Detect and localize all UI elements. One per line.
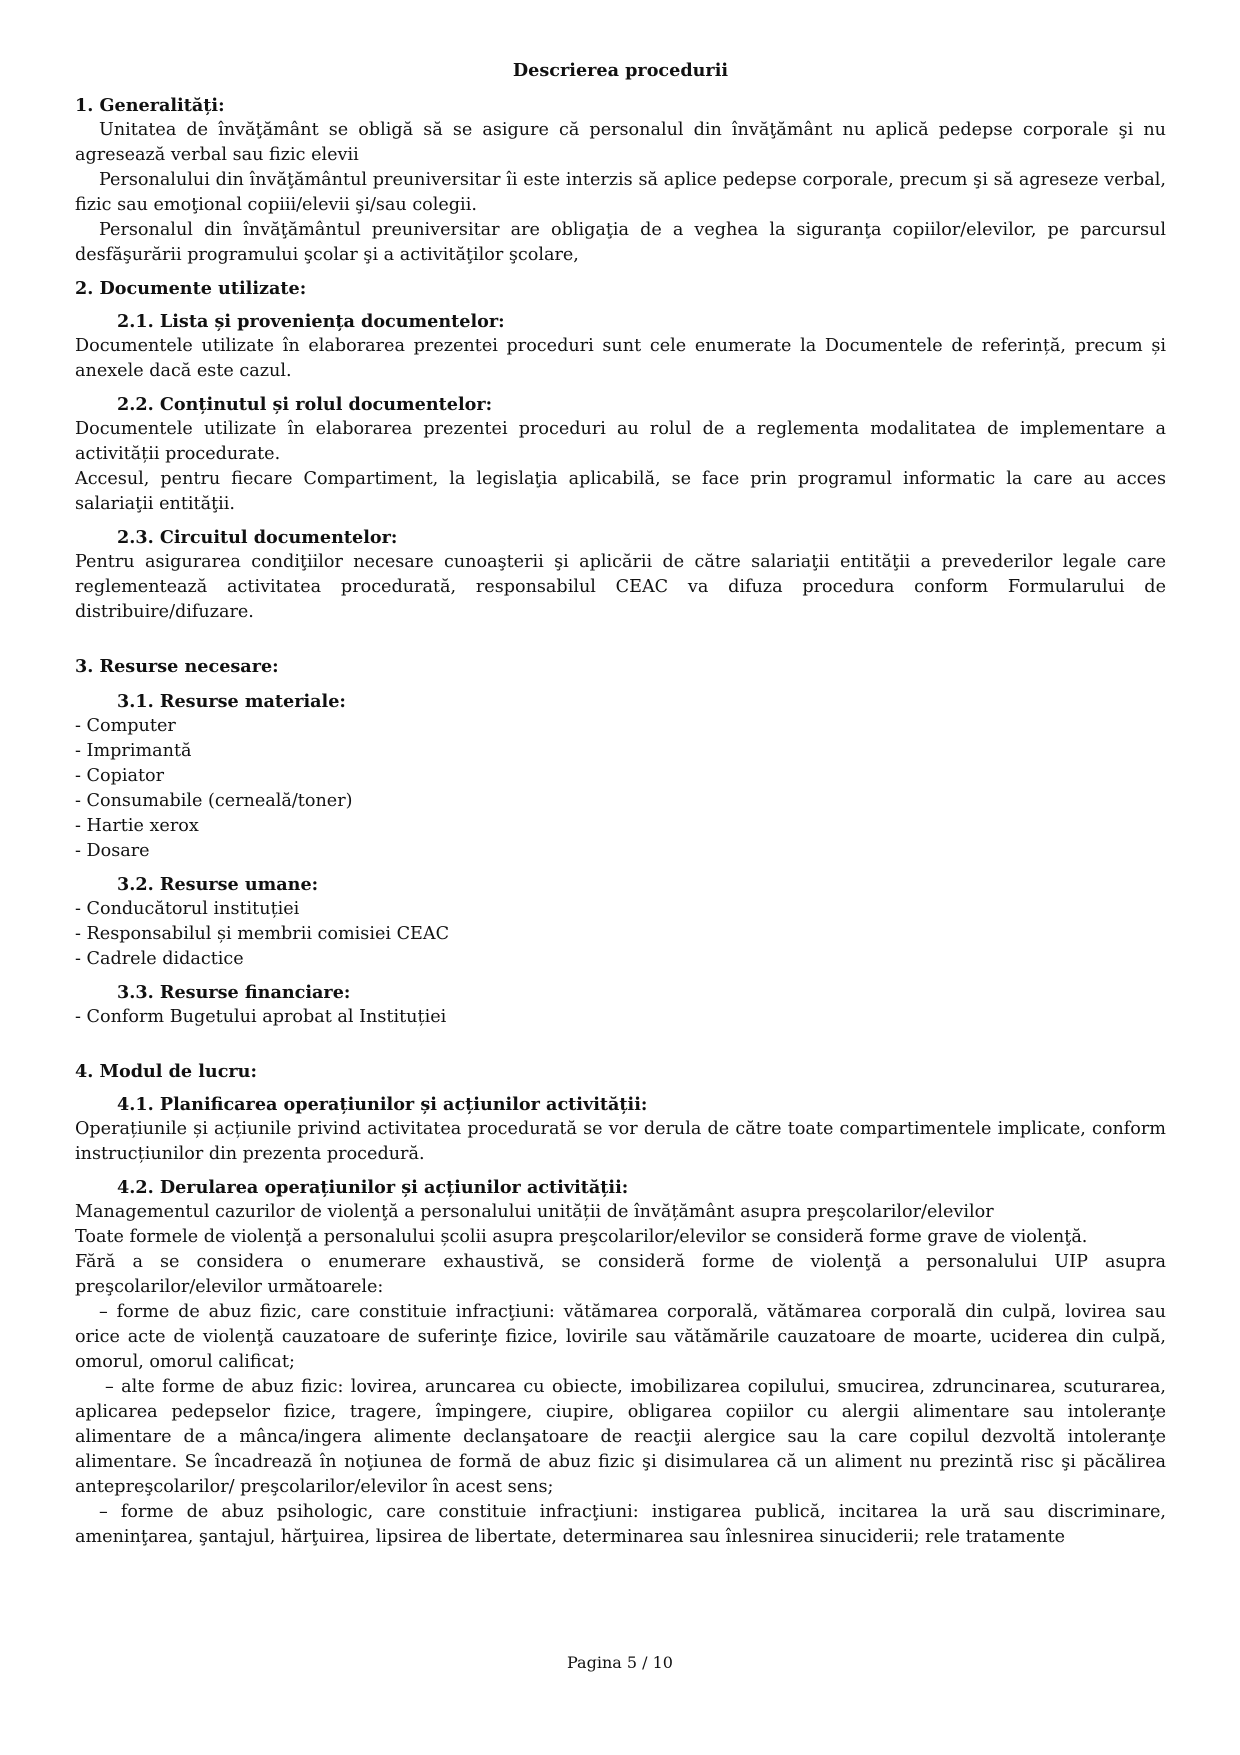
section-3-2-heading: 3.2. Resurse umane: (117, 874, 319, 895)
section-4-1-paragraph: Operațiunile și acțiunile privind activitatea procedurată se vor derula de către toate compartimentele implicate, conform instrucțiunilor din prezenta procedură. (75, 1119, 1166, 1164)
section-4-heading: 4. Modul de lucru: (75, 1061, 257, 1082)
list-item: - Computer (75, 716, 176, 736)
section-1-paragraph-2: Personalului din învăţământul preuniversitar îi este interzis să aplice pedepse corporale, precum şi să agreseze verbal, fizic sau emoţional copiii/elevii şi/sau colegii. (75, 170, 1166, 215)
section-2-2-heading: 2.2. Conținutul și rolul documentelor: (117, 394, 493, 415)
section-4-1-heading: 4.1. Planificarea operațiunilor și acțiunilor activității: (117, 1094, 648, 1115)
financial-resources-list (75, 1005, 1166, 1030)
list-item: - Cadrele didactice (75, 949, 244, 969)
section-2-heading: 2. Documente utilizate: (75, 278, 307, 299)
section-4-2-paragraph-5: – alte forme de abuz fizic: lovirea, aruncarea cu obiecte, imobilizarea copilului, smucirea, zdruncinarea, scuturarea, aplicarea pedepselor fizice, tragere, împingere, ciupire, obligarea copiilor cu alergii alimentare sau intoleranţe alimentare de a mânca/ingera alimente declanşatoare de reacţii alergice sau la care copilul dezvoltă intoleranţe alimentare. Se încadrează în noţiunea de formă de abuz fizic şi disimularea că un aliment nu prezintă risc şi păcălirea antepreşcolarilor/ preşcolarilor/elevilor în acest sens; (75, 1377, 1166, 1497)
list-item: - Dosare (75, 841, 150, 861)
materials-list (75, 714, 1166, 864)
section-4-2-paragraph-4: – forme de abuz fizic, care constituie infracţiuni: vătămarea corporală, vătămarea corporală din culpă, lovirea sau orice acte de violenţă cauzatoare de suferinţe fizice, lovirile sau vătămările cauzatoare de moarte, uciderea din culpă, omorul, omorul calificat; (75, 1302, 1166, 1372)
list-item: - Imprimantă (75, 741, 192, 761)
list-item: - Responsabilul și membrii comisiei CEAC (75, 924, 450, 944)
section-4-2-heading: 4.2. Derularea operațiunilor și acțiunilor activității: (117, 1177, 629, 1198)
list-item: - Hartie xerox (75, 816, 199, 836)
section-2-2-paragraph-1: Documentele utilizate în elaborarea prezentei proceduri au rolul de a reglementa modalitatea de implementare a activității procedurate. (75, 419, 1166, 464)
section-1-paragraph-1: Unitatea de învăţământ se obligă să se asigure că personalul din învăţământ nu aplică pedepse corporale şi nu agresează verbal sau fizic elevii (75, 120, 1166, 165)
page-title: Descrierea procedurii (512, 60, 729, 81)
section-3-3-heading: 3.3. Resurse financiare: (117, 982, 351, 1003)
section-1-heading: 1. Generalități: (75, 95, 225, 116)
list-item: - Conform Bugetului aprobat al Instituției (75, 1007, 447, 1027)
list-item: - Conducătorul instituției (75, 899, 300, 919)
list-item: - Copiator (75, 766, 165, 786)
section-2-2-paragraph-2: Accesul, pentru fiecare Compartiment, la legislaţia aplicabilă, se face prin programul informatic la care au acces salariaţii entităţii. (75, 469, 1166, 514)
section-4-2-paragraph-1: Managementul cazurilor de violenţă a personalului unității de învățământ asupra preşcolarilor/elevilor (75, 1202, 994, 1222)
section-1-paragraph-3: Personalul din învăţământul preuniversitar are obligaţia de a veghea la siguranţa copiilor/elevilor, pe parcursul desfăşurării programului şcolar şi a activităţilor şcolare, (75, 220, 1166, 265)
human-resources-list (75, 897, 1166, 972)
section-2-3-paragraph: Pentru asigurarea condiţiilor necesare cunoaşterii şi aplicării de către salariaţii entităţii a prevederilor legale care reglementează activitatea procedurată, responsabilul CEAC va difuza procedura conform Formularului de distribuire/difuzare. (75, 552, 1166, 622)
page-number-footer: Pagina 5 / 10 (567, 1653, 673, 1672)
section-2-1-heading: 2.1. Lista și proveniența documentelor: (117, 311, 505, 332)
section-2-3-heading: 2.3. Circuitul documentelor: (117, 527, 398, 548)
page-content (75, 58, 1166, 1550)
section-3-heading: 3. Resurse necesare: (75, 656, 279, 677)
section-4-2-paragraph-6: – forme de abuz psihologic, care constituie infracţiuni: instigarea publică, incitarea la ură sau discriminare, ameninţarea, şantajul, hărţuirea, lipsirea de libertate, determinarea sau înlesnirea sinuciderii; rele tratamente (75, 1502, 1166, 1547)
section-4-2-paragraph-3: Fără a se considera o enumerare exhaustivă, se consideră forme de violenţă a personalului UIP asupra preşcolarilor/elevilor următoarele: (75, 1252, 1166, 1297)
section-3-1-heading: 3.1. Resurse materiale: (117, 691, 346, 712)
section-2-1-paragraph: Documentele utilizate în elaborarea prezentei proceduri sunt cele enumerate la Documentele de referință, precum și anexele dacă este cazul. (75, 336, 1166, 381)
section-4-2-paragraph-2: Toate formele de violenţă a personalului școlii asupra preşcolarilor/elevilor se consideră forme grave de violenţă. (75, 1227, 1088, 1247)
list-item: - Consumabile (cerneală/toner) (75, 791, 353, 811)
